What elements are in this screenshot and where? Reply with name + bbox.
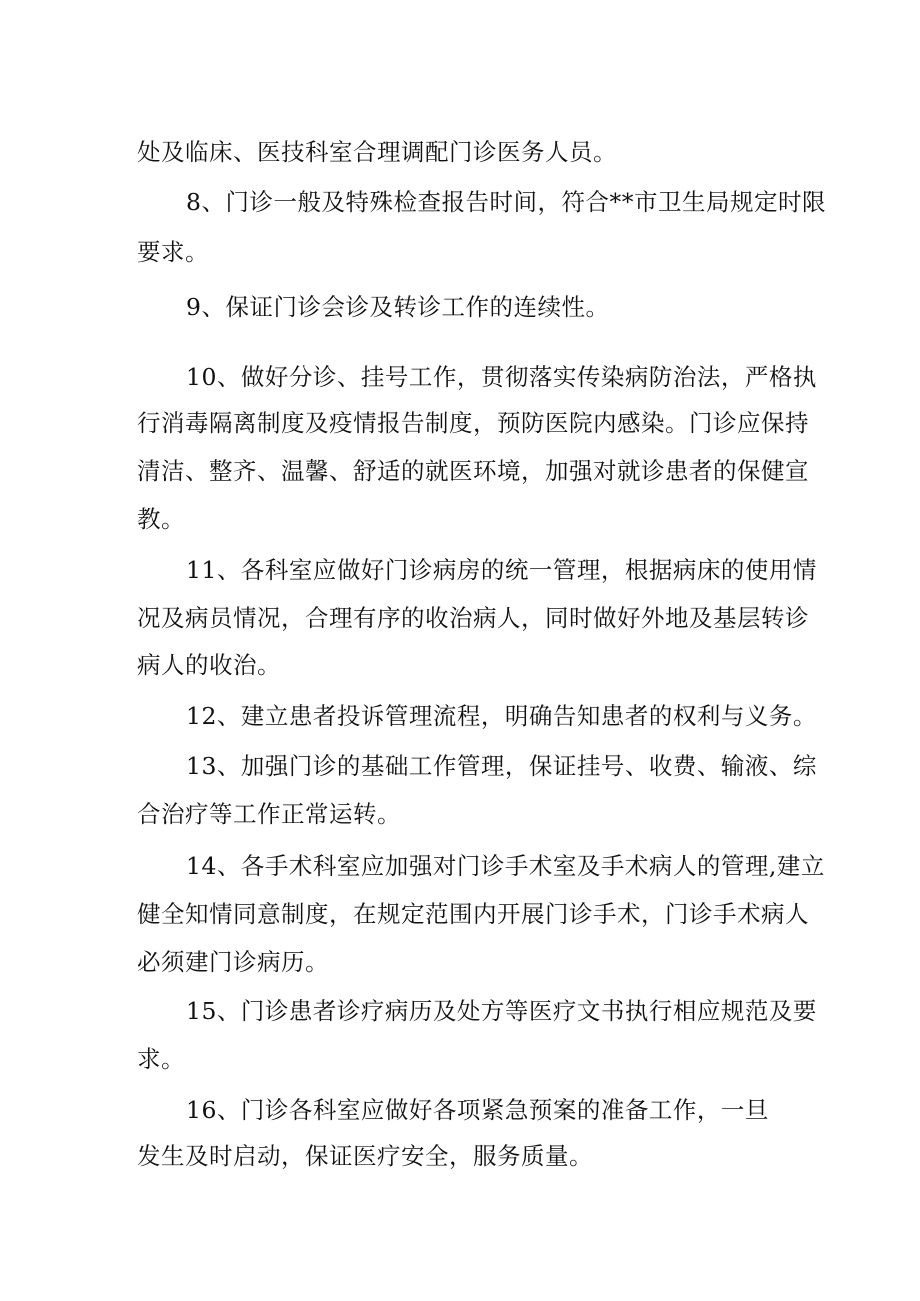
- paragraph-line: 必须建门诊病历。: [137, 948, 329, 976]
- paragraph-line: 清洁、整齐、温馨、舒适的就医环境，加强对就诊患者的保健宣: [137, 457, 809, 485]
- paragraph-line: 健全知情同意制度，在规定范围内开展门诊手术，门诊手术病人: [137, 900, 809, 928]
- paragraph-line: 14、各手术科室应加强对门诊手术室及手术病人的管理,建立: [186, 852, 825, 880]
- paragraph-line: 要求。: [137, 238, 209, 266]
- paragraph-line: 9、保证门诊会诊及转诊工作的连续性。: [186, 293, 610, 321]
- paragraph-line: 处及临床、医技科室合理调配门诊医务人员。: [137, 138, 617, 166]
- paragraph-line: 8、门诊一般及特殊检查报告时间，符合**市卫生局规定时限: [186, 188, 826, 216]
- paragraph-line: 10、做好分诊、挂号工作，贯彻落实传染病防治法，严格执: [186, 363, 817, 391]
- paragraph-line: 合治疗等工作正常运转。: [137, 800, 401, 828]
- paragraph-line: 病人的收治。: [137, 651, 281, 679]
- paragraph-line: 13、加强门诊的基础工作管理，保证挂号、收费、输液、综: [186, 752, 817, 780]
- paragraph-line: 15、门诊患者诊疗病历及处方等医疗文书执行相应规范及要: [186, 997, 817, 1025]
- paragraph-line: 发生及时启动，保证医疗安全，服务质量。: [137, 1142, 593, 1170]
- paragraph-line: 求。: [137, 1045, 185, 1073]
- paragraph-line: 11、各科室应做好门诊病房的统一管理，根据病床的使用情: [186, 556, 817, 584]
- paragraph-line: 16、门诊各科室应做好各项紧急预案的准备工作，一旦: [186, 1096, 769, 1124]
- paragraph-line: 行消毒隔离制度及疫情报告制度，预防医院内感染。门诊应保持: [137, 409, 809, 437]
- paragraph-line: 教。: [137, 505, 185, 533]
- paragraph-line: 12、建立患者投诉管理流程，明确告知患者的权利与义务。: [186, 702, 817, 730]
- paragraph-line: 况及病员情况，合理有序的收治病人，同时做好外地及基层转诊: [137, 604, 809, 632]
